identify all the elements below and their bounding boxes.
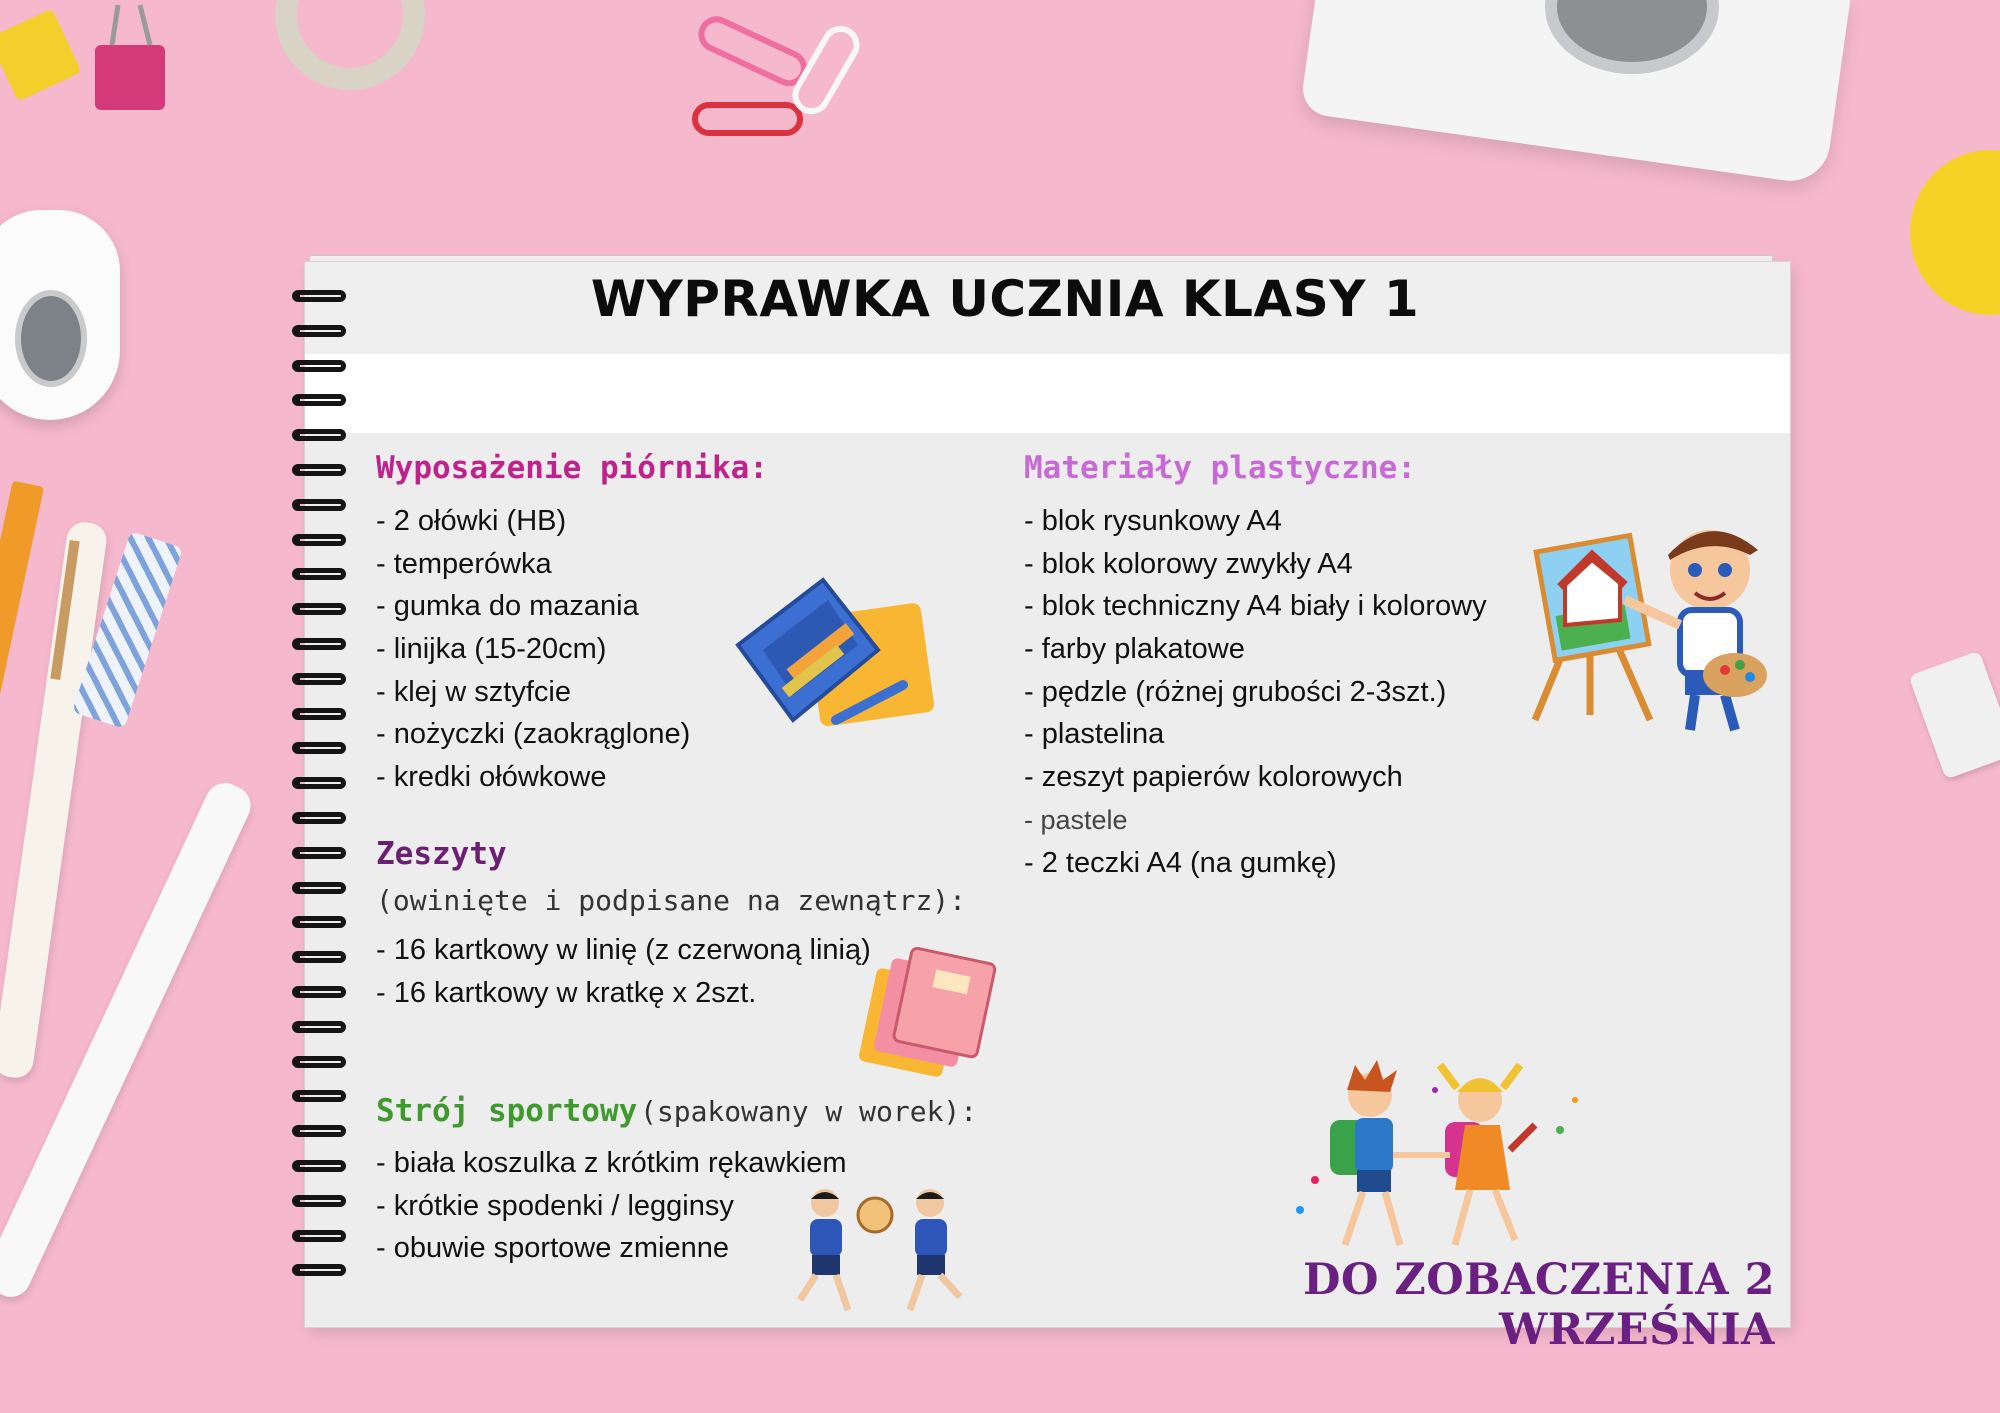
- spiral-ring: [292, 742, 346, 754]
- list-item: - plastelina: [1024, 718, 1165, 751]
- spiral-ring: [292, 812, 346, 824]
- spiral-ring: [292, 394, 346, 406]
- binder-clips-decoration: [0, 0, 210, 130]
- sports-kit-note: (spakowany w worek):: [640, 1095, 978, 1128]
- list-item: - biała koszulka z krótkim rękawkiem: [376, 1147, 847, 1179]
- tape-wheel-decoration: [15, 290, 87, 387]
- art-supplies-list: [1024, 500, 1487, 884]
- spiral-ring: [292, 1056, 346, 1068]
- pencil-case-heading: Wyposażenie piórnika:: [376, 450, 768, 486]
- spiral-binding: [292, 290, 352, 1300]
- spiral-ring: [292, 534, 346, 546]
- list-item: - klej w sztyfcie: [376, 675, 571, 708]
- kids-with-backpacks-icon: [1285, 1060, 1585, 1265]
- spiral-ring: [292, 1021, 346, 1033]
- list-item: - zeszyt papierów kolorowych: [1024, 761, 1403, 794]
- spiral-ring: [292, 951, 346, 963]
- list-item: - temperówka: [376, 547, 552, 580]
- spiral-ring: [292, 1264, 346, 1276]
- list-item: - krótkie spodenki / legginsy: [376, 1189, 734, 1222]
- pencil-case-icon: [728, 570, 938, 755]
- sports-kit-heading: Strój sportowy: [376, 1093, 638, 1129]
- list-item: - blok techniczny A4 biały i kolorowy: [1024, 590, 1487, 623]
- art-supplies-heading: Materiały plastyczne:: [1024, 450, 1416, 486]
- boy-painting-easel-icon: [1530, 515, 1780, 755]
- spiral-ring: [292, 499, 346, 511]
- spiral-ring: [292, 708, 346, 720]
- list-item: - farby plakatowe: [1024, 633, 1245, 666]
- macaron-decoration: [1910, 150, 2000, 315]
- list-item: - pastele: [1024, 804, 1128, 835]
- spiral-ring: [292, 673, 346, 685]
- spiral-ring: [292, 882, 346, 894]
- spiral-ring: [292, 464, 346, 476]
- list-item: - nożyczki (zaokrąglone): [376, 718, 691, 751]
- list-item: - obuwie sportowe zmienne: [376, 1232, 730, 1265]
- list-item: - blok kolorowy zwykły A4: [1024, 547, 1353, 580]
- spiral-ring: [292, 986, 346, 998]
- list-item: - kredki ołówkowe: [376, 761, 607, 794]
- notebooks-icon: [862, 945, 1002, 1080]
- pencil-case-list: [376, 500, 690, 799]
- spiral-ring: [292, 916, 346, 928]
- list-item: - 16 kartkowy w kratkę x 2szt.: [376, 976, 757, 1009]
- list-item: - gumka do mazania: [376, 590, 639, 623]
- spiral-ring: [292, 1125, 346, 1137]
- list-item: - 16 kartkowy w linię (z czerwoną linią): [376, 934, 871, 966]
- spiral-ring: [292, 429, 346, 441]
- spiral-ring: [292, 1195, 346, 1207]
- spiral-ring: [292, 603, 346, 615]
- list-item: - 2 teczki A4 (na gumkę): [1024, 846, 1337, 879]
- spiral-ring: [292, 568, 346, 580]
- page-title: WYPRAWKA UCZNIA KLASY 1: [590, 270, 1420, 328]
- list-item: - pędzle (różnej grubości 2-3szt.): [1024, 675, 1447, 708]
- spiral-ring: [292, 1090, 346, 1102]
- spiral-ring: [292, 638, 346, 650]
- list-item: - blok rysunkowy A4: [1024, 505, 1282, 537]
- farewell-message: DO ZOBACZENIA 2 WRZEŚNIA: [1303, 1255, 1775, 1355]
- spiral-ring: [292, 1160, 346, 1172]
- notebooks-list: [376, 929, 871, 1014]
- notebooks-note: (owinięte i podpisane na zewnątrz):: [376, 884, 967, 917]
- spiral-ring: [292, 777, 346, 789]
- spiral-ring: [292, 1230, 346, 1242]
- boys-playing-ball-icon: [760, 1185, 990, 1320]
- paperclips-decoration: [690, 0, 890, 150]
- list-item: - 2 ołówki (HB): [376, 505, 567, 537]
- notebooks-heading: Zeszyty: [376, 836, 507, 872]
- list-item: - linijka (15-20cm): [376, 633, 607, 666]
- binder-clip-right-decoration: [1908, 650, 2000, 779]
- spiral-ring: [292, 847, 346, 859]
- spiral-ring: [292, 360, 346, 372]
- scissors-decoration: [275, 0, 425, 90]
